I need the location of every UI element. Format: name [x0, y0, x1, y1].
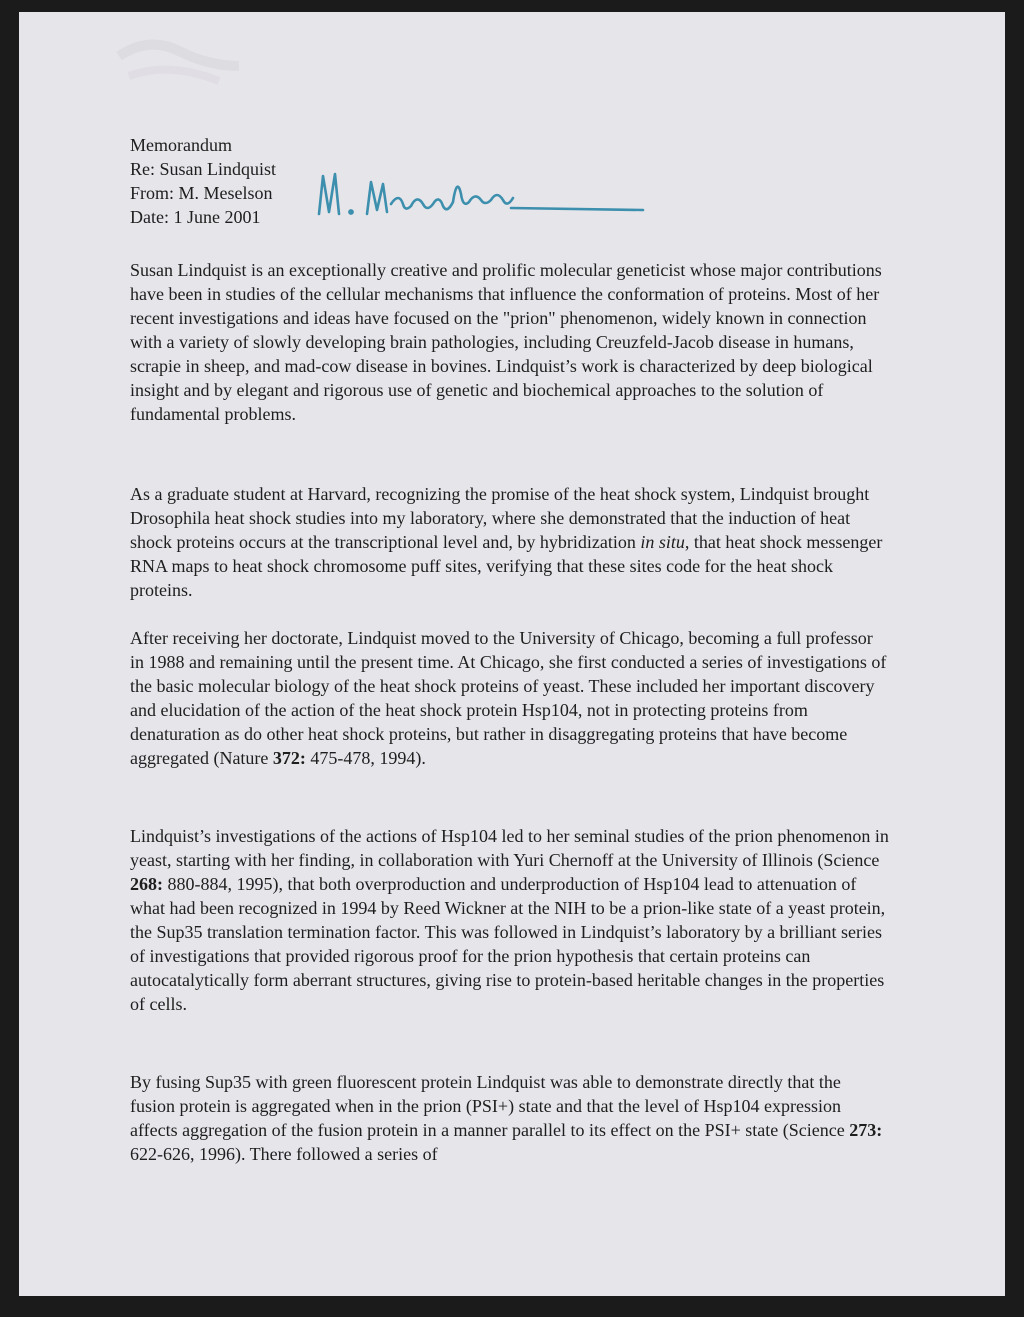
paragraph-2-italic: in situ [640, 532, 685, 552]
paragraph-5-text-a: By fusing Sup35 with green fluorescent protein Lindquist was able to demonstrate directly that the fusion protein is aggregated when in the prion (PSI+) state and that the level of Hsp104 expression affects aggregation of the fusion protein in a manner parallel to its effect on the PSI+ state (Science [130, 1072, 850, 1140]
paragraph-4-bold: 268: [130, 874, 163, 894]
memo-from-line: From: M. Meselson [130, 183, 273, 203]
paragraph-5-text-b: 622-626, 1996). There followed a series of [130, 1144, 438, 1164]
paragraph-2-text-a: As a graduate student at Harvard, recognizing the promise of the heat shock system, Lindquist brought Drosophila heat shock studies into my laboratory, where she demonstrated that the induction of heat shock proteins occurs at the transcriptional level and, by hybridization [130, 484, 870, 552]
paragraph-2-text-b: , that heat shock messenger RNA maps to heat shock chromosome puff sites, verifying that these sites code for the heat shock proteins. [130, 532, 883, 600]
paragraph-3-text-b: 475-478, 1994). [305, 748, 426, 768]
paragraph-2 [130, 482, 890, 602]
memo-heading: Memorandum [130, 135, 232, 155]
paragraph-4-text-a: Lindquist’s investigations of the actions of Hsp104 led to her seminal studies of the prion phenomenon in yeast, starting with her finding, in collaboration with Yuri Chernoff at the University of Illinois (Science [130, 826, 889, 870]
paragraph-1: Susan Lindquist is an exceptionally creative and prolific molecular geneticist whose major contributions have been in studies of the cellular mechanisms that influence the conformation of proteins. Most of her recent investigations and ideas have focused on the "prion" phenomenon, widely known in connection with a variety of slowly developing brain pathologies, including Creuzfeld-Jacob disease in humans, scrapie in sheep, and mad-cow disease in bovines. Lindquist’s work is characterized by deep biological insight and by elegant and rigorous use of genetic and biochemical approaches to the solution of fundamental problems. [130, 260, 882, 424]
paragraph-3-text-a: After receiving her doctorate, Lindquist moved to the University of Chicago, becoming a full professor in 1988 and remaining until the present time. At Chicago, she first conducted a series of investigations of the basic molecular biology of the heat shock proteins of yeast. These included her important discovery and elucidation of the action of the heat shock protein Hsp104, not in protecting proteins from denaturation as do other heat shock proteins, but rather in disaggregating proteins that have become aggregated (Nature [130, 628, 887, 768]
memo-date-line: Date: 1 June 2001 [130, 207, 261, 227]
paragraph-5-bold: 273: [849, 1120, 883, 1140]
memo-page [19, 12, 1005, 1296]
paragraph-3-bold: 372: [272, 748, 306, 768]
handwritten-signature [311, 162, 651, 228]
paragraph-4 [130, 824, 890, 1016]
paragraph-3 [130, 626, 890, 770]
paragraph-4-text-b: 880-884, 1995), that both overproduction and underproduction of Hsp104 lead to attenuation of what had been recognized in 1994 by Reed Wickner at the NIH to be a prion-like state of a yeast protein, the Sup35 translation termination factor. This was followed in Lindquist’s laboratory by a brilliant series of investigations that provided rigorous proof for the prion hypothesis that certain proteins can autocatalytically form aberrant structures, giving rise to protein-based heritable changes in the properties of cells. [130, 874, 886, 1014]
scan-smudge [109, 26, 249, 96]
paragraph-5 [130, 1070, 890, 1166]
memo-re-line: Re: Susan Lindquist [130, 159, 277, 179]
